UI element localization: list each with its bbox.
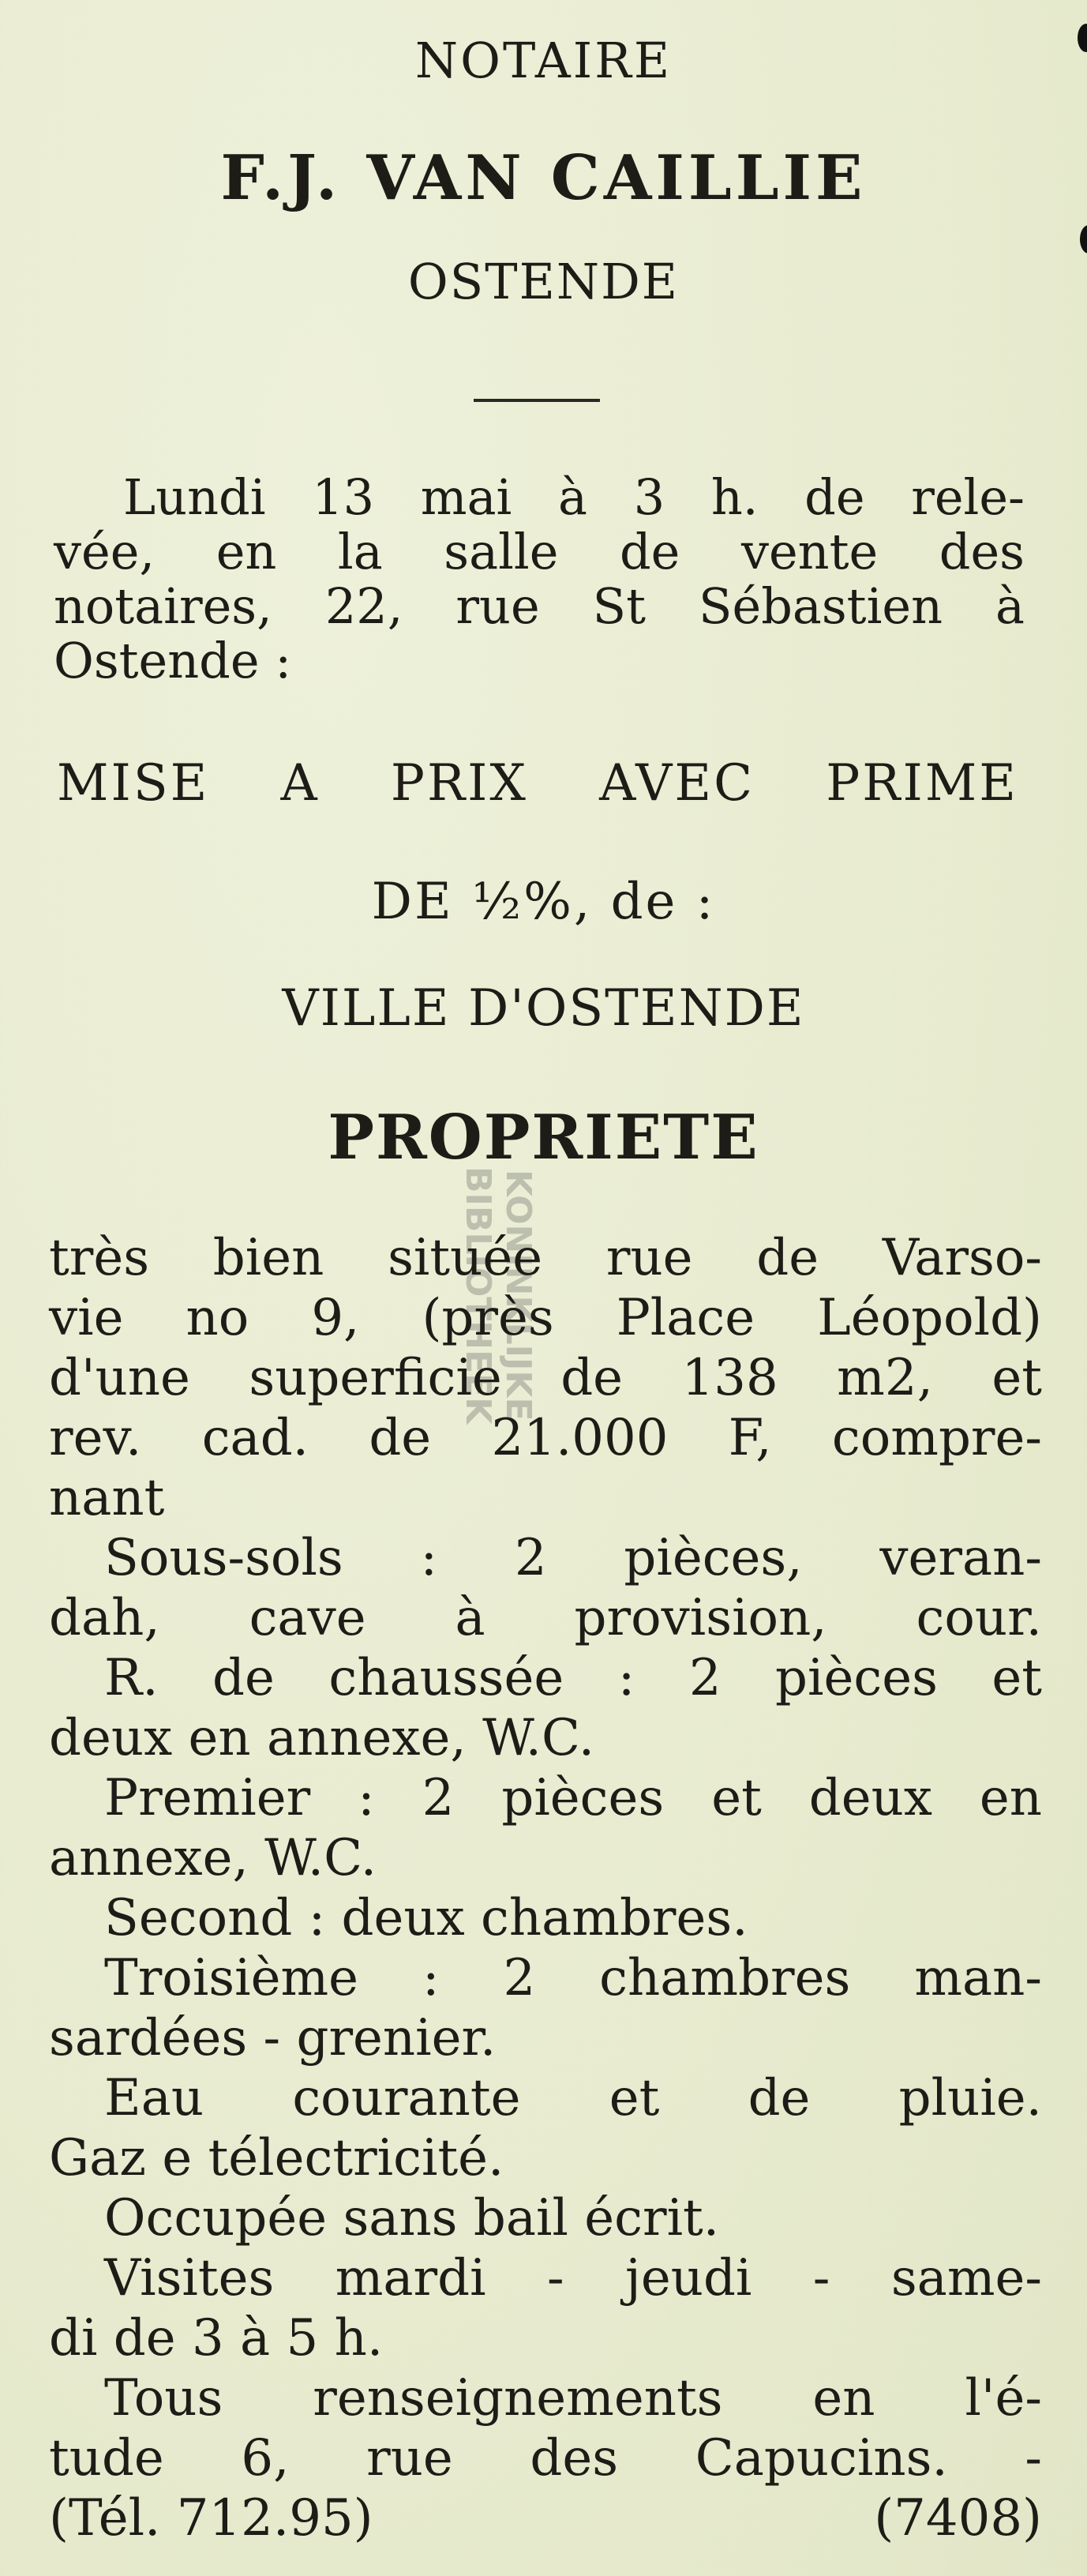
auction-heading: MISE A PRIX AVEC PRIME [57,754,1018,813]
property-heading: PROPRIETE [328,1102,759,1173]
body-line: Gaz e télectricité. [49,2129,504,2187]
intro-line: Ostende : [54,632,292,689]
notary-city: OSTENDE [407,253,680,310]
body-line: Eau courante et de pluie. [104,2069,1042,2127]
body-line: d'une superficie de 138 m2, et [49,1349,1042,1407]
body-line: Visites mardi - jeudi - same- [104,2249,1042,2308]
edge-mark-second [1080,225,1087,253]
body-line: dah, cave à provision, cour. [49,1589,1042,1647]
body-line: très bien située rue de Varso- [49,1229,1042,1287]
body-line: R. de chaussée : 2 pièces et [104,1649,1042,1707]
footer-line [49,2488,1042,2548]
notary-title: NOTAIRE [414,32,673,89]
notary-name: F.J. VAN CAILLIE [220,142,867,214]
body-line: Troisième : 2 chambres man- [104,1949,1042,2007]
premium-line: DE ½%, de : [371,873,716,931]
body-line: Premier : 2 pièces et deux en [104,1769,1042,1827]
body-line: Tous renseignements en l'é- [104,2369,1042,2428]
body-line: Second : deux chambres. [104,1889,748,1947]
body-line: vie no 9, (près Place Léopold) [49,1289,1042,1347]
divider [474,399,600,402]
intro-line: vée, en la salle de vente des [54,523,1025,580]
intro-line: notaires, 22, rue St Sébastien à [54,577,1025,635]
body-line: sardées - grenier. [49,2009,497,2067]
body-line: di de 3 à 5 h. [49,2309,384,2368]
property-description [49,1228,1042,2548]
body-line: annexe, W.C. [49,1829,377,1887]
body-line: Sous-sols : 2 pièces, veran- [104,1529,1042,1587]
body-line: Occupée sans bail écrit. [104,2189,720,2247]
body-line: deux en annexe, W.C. [49,1709,595,1767]
intro-line: Lundi 13 mai à 3 h. de rele- [123,468,1025,526]
library-stamp-watermark: KONINKLIJKE BIBLIOTHEEK [458,1166,538,1425]
body-line: nant [49,1469,165,1527]
reference-number: (7408) [874,2489,1042,2548]
body-line: tude 6, rue des Capucins. - [49,2429,1042,2488]
sale-date-paragraph [54,470,1025,688]
body-line: rev. cad. de 21.000 F, compre- [49,1409,1042,1467]
location-heading: VILLE D'OSTENDE [282,979,805,1038]
telephone: (Tél. 712.95) [49,2489,373,2548]
